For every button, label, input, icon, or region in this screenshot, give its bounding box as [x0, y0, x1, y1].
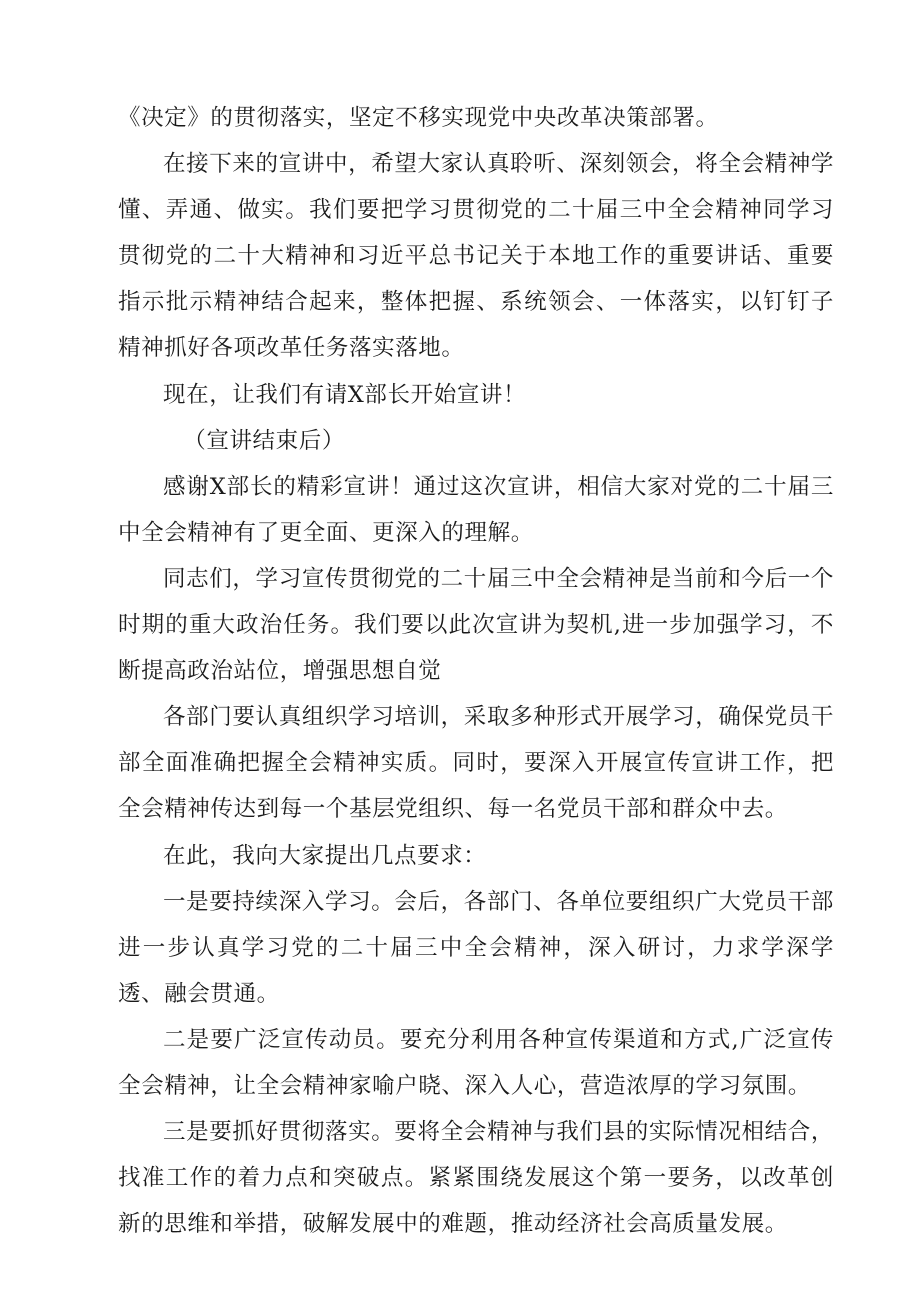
paragraph-thanks-speaker: 感谢X部长的精彩宣讲！通过这次宣讲，相信大家对党的二十届三中全会精神有了更全面、更深入的理解。 — [118, 473, 834, 546]
paragraph-after-lecture-note: （宣讲结束后） — [183, 427, 345, 454]
paragraph-political-task: 同志们，学习宣传贯彻党的二十届三中全会精神是当前和今后一个时期的重大政治任务。我们要以此次宣讲为契机,进一步加强学习，不断提高政治站位，增强思想自觉 — [118, 565, 834, 685]
paragraph-requirement-two: 二是要广泛宣传动员。要充分利用各种宣传渠道和方式,广泛宣传全会精神，让全会精神家喻户晓、深入人心，营造浓厚的学习氛围。 — [118, 1026, 834, 1099]
paragraph-department-training: 各部门要认真组织学习培训，采取多种形式开展学习，确保党员干部全面准确把握全会精神实质。同时，要深入开展宣传宣讲工作，把全会精神传达到每一个基层党组织、每一名党员干部和群众中去。 — [118, 704, 834, 823]
paragraph-requirements-intro: 在此，我向大家提出几点要求： — [163, 842, 487, 869]
paragraph-requirement-one: 一是要持续深入学习。会后，各部门、各单位要组织广大党员干部进一步认真学习党的二十届三中全会精神，深入研讨，力求学深学透、融会贯通。 — [118, 888, 834, 1007]
paragraph-requirement-three: 三是要抓好贯彻落实。要将全会精神与我们县的实际情况相结合，找准工作的着力点和突破点。紧紧围绕发展这个第一要务，以改革创新的思维和举措，破解发展中的难题，推动经济社会高质量发展。 — [118, 1119, 834, 1238]
paragraph-invite-speaker: 现在，让我们有请X部长开始宣讲！ — [163, 381, 527, 408]
paragraph-decision-implementation: 《决定》的贯彻落实，坚定不移实现党中央改革决策部署。 — [118, 105, 719, 131]
paragraph-listen-carefully: 在接下来的宣讲中，希望大家认真聆听、深刻领会，将全会精神学懂、弄通、做实。我们要把学习贯彻党的二十届三中全会精神同学习贯彻党的二十大精神和习近平总书记关于本地工作的重要讲话、重要指示批示精神结合起来，整体把握、系统领会、一体落实，以钉钉子精神抓好各项改革任务落实落地。 — [118, 151, 834, 362]
